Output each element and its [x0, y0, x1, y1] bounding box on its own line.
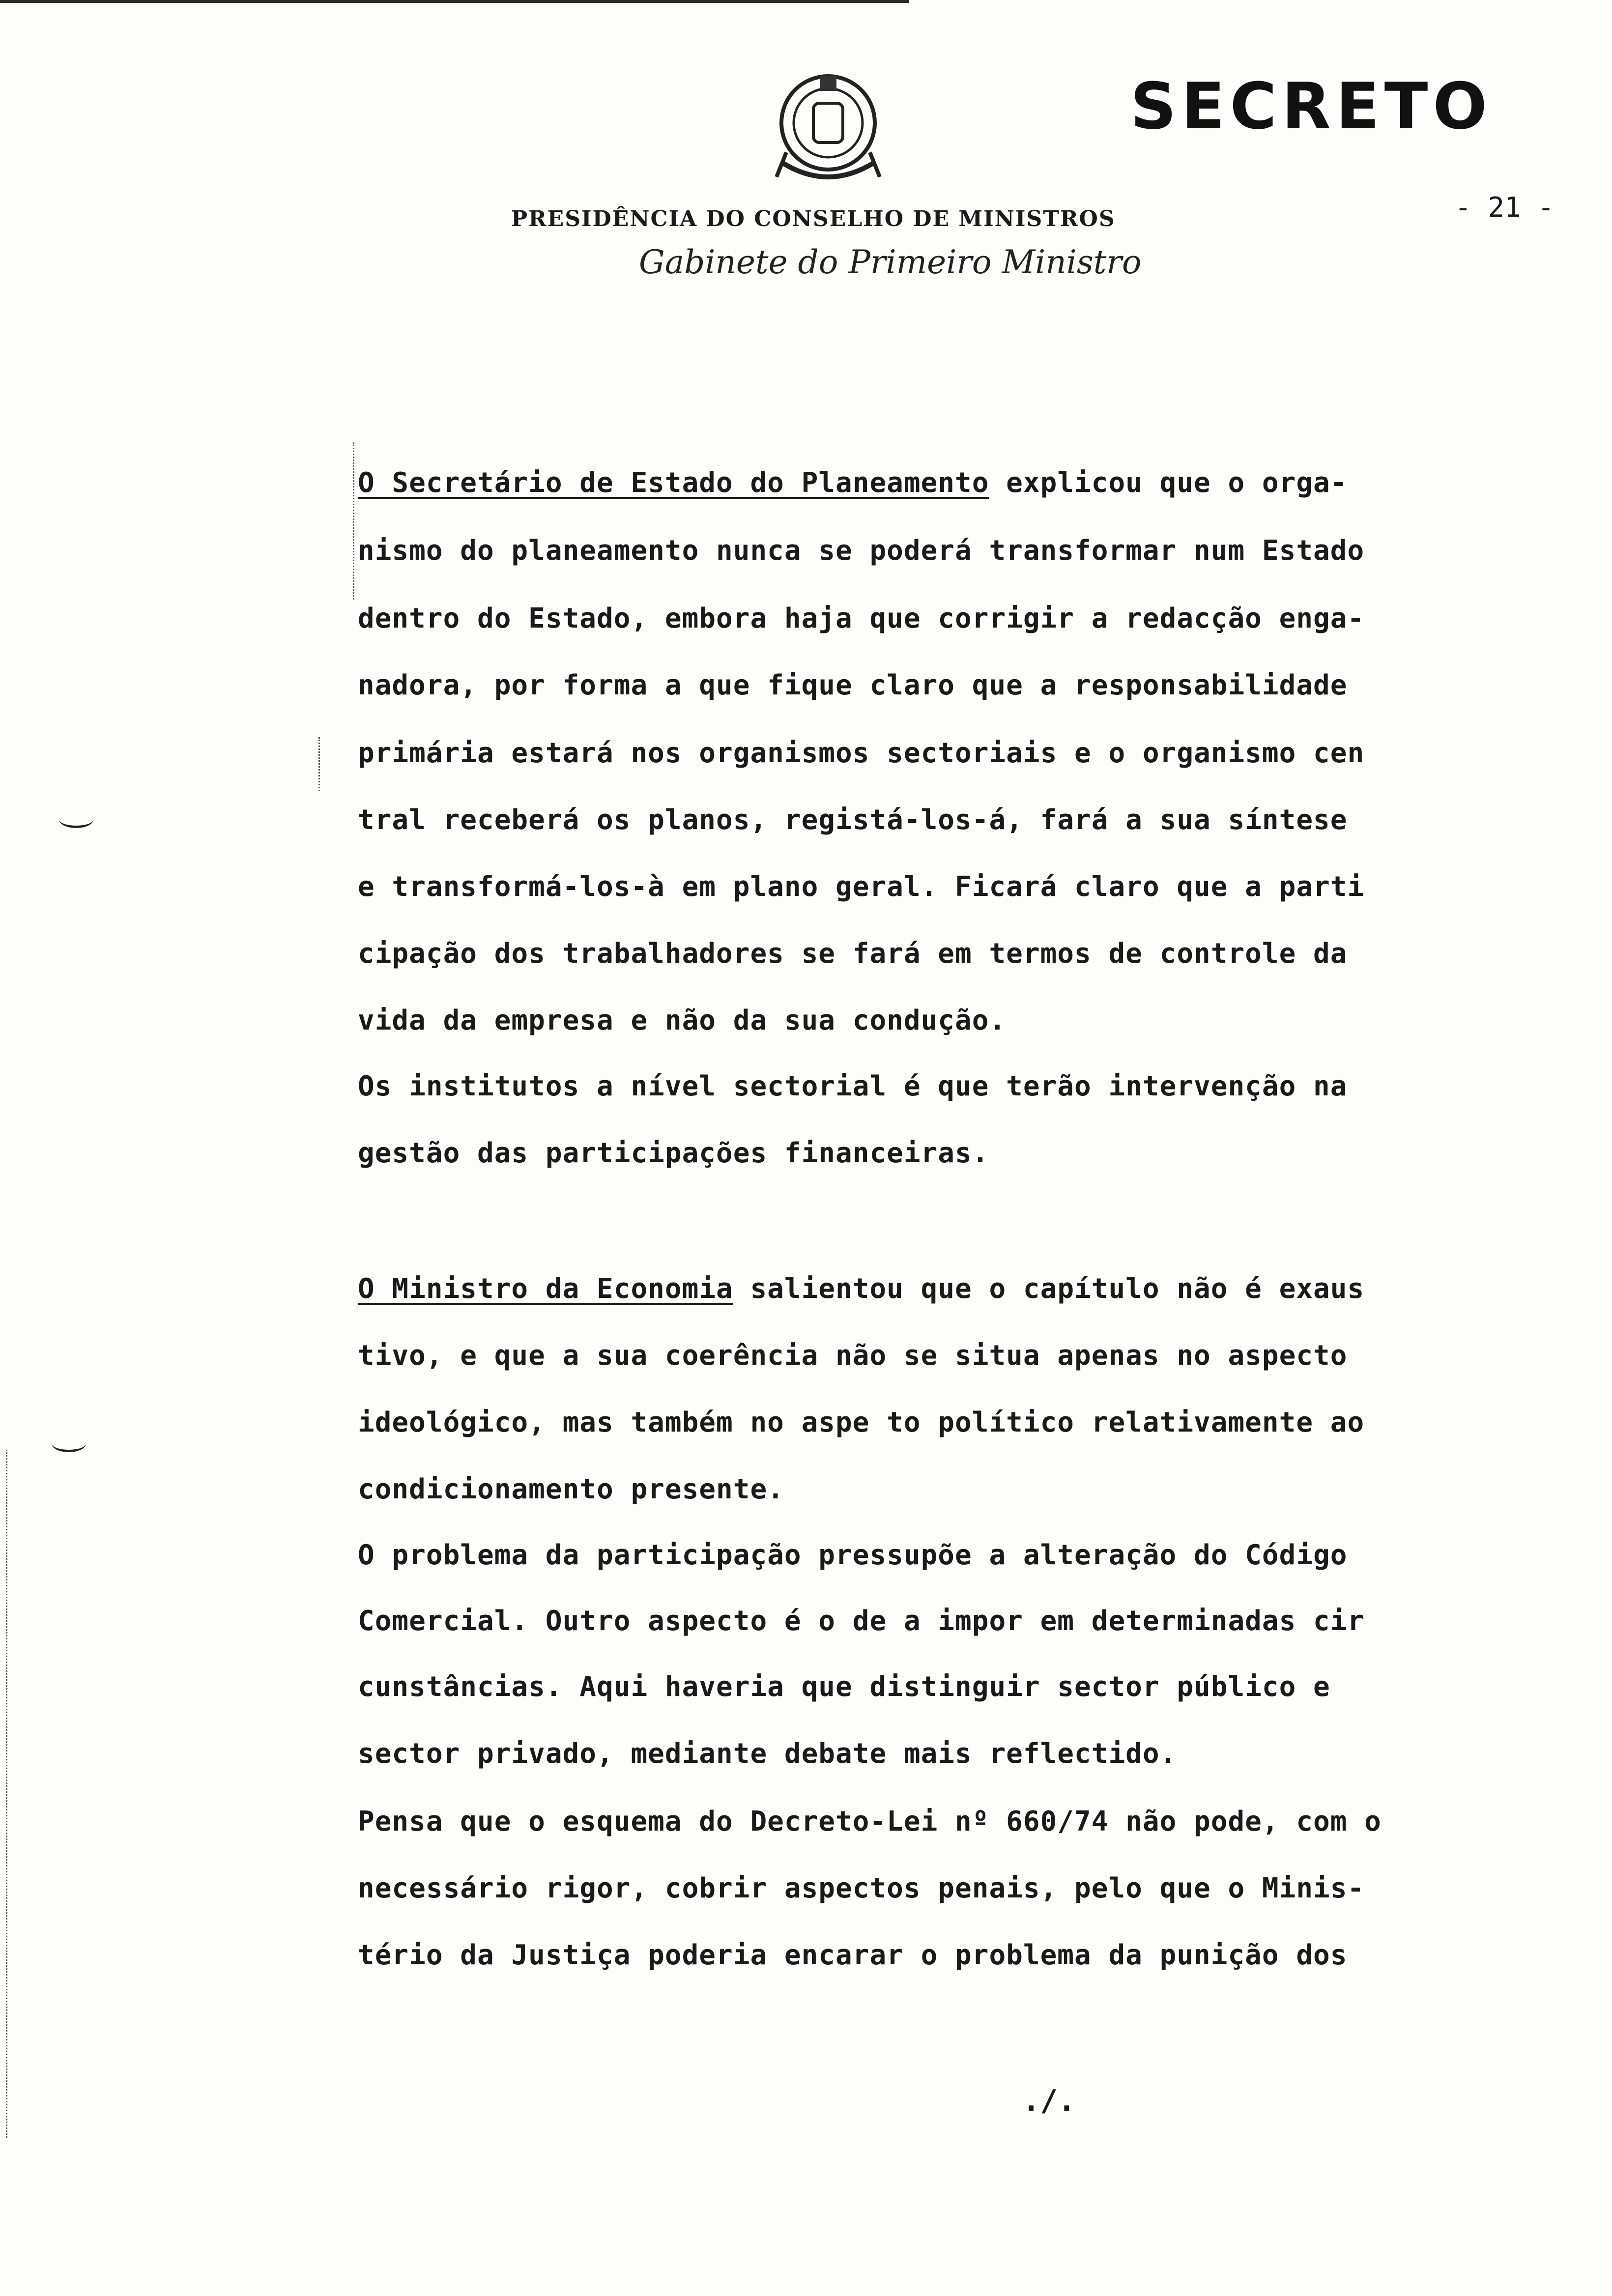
text-line: tério da Justiça poderia encarar o problema da punição dos	[358, 1939, 1348, 1971]
text-line: nismo do planeamento nunca se poderá transformar num Estado	[358, 535, 1365, 567]
text-line: Pensa que o esquema do Decreto-Lei nº 660/74 não pode, com o	[358, 1806, 1382, 1837]
margin-line	[318, 737, 320, 791]
text-line: O Secretário de Estado do Planeamento explicou que o orga-	[358, 467, 1348, 499]
page-number: - 21 -	[1455, 192, 1554, 224]
text-line: condicionamento presente.	[358, 1473, 784, 1505]
text-line: Os institutos a nível sectorial é que terão intervenção na	[358, 1070, 1348, 1102]
text-line: O problema da participação pressupõe a alteração do Código	[358, 1539, 1348, 1571]
text-line: ideológico, mas também no aspe to político relativamente ao	[358, 1406, 1365, 1438]
text-line: cunstâncias. Aqui haveria que distinguir sector público e	[358, 1671, 1330, 1703]
text-line: gestão das participações financeiras.	[358, 1137, 989, 1169]
text-line: nadora, por forma a que fique claro que a responsabilidade	[358, 669, 1348, 701]
text-line: Comercial. Outro aspecto é o de a impor em determinadas cir	[358, 1605, 1365, 1637]
text-line: tral receberá os planos, registá-los-á, fará a sua síntese	[358, 804, 1348, 836]
speaker-name: O Ministro da Economia	[358, 1273, 733, 1305]
text-line: O Ministro da Economia salientou que o capítulo não é exaus	[358, 1273, 1365, 1305]
office-name: Gabinete do Primeiro Ministro	[639, 243, 1142, 281]
speaker-name: O Secretário de Estado do Planeamento	[358, 467, 989, 499]
continuation-mark: ./.	[1022, 2084, 1076, 2118]
text-line: necessário rigor, cobrir aspectos penais, pelo que o Minis-	[358, 1872, 1365, 1904]
margin-line	[6, 1450, 7, 2138]
top-border-line	[0, 0, 909, 3]
margin-mark	[52, 1435, 86, 1452]
text-line: vida da empresa e não da sua condução.	[358, 1004, 1007, 1036]
text-line: e transformá-los-à em plano geral. Ficará claro que a parti	[358, 871, 1365, 903]
text-line: sector privado, mediante debate mais reflectido.	[358, 1738, 1177, 1770]
text-line: cipação dos trabalhadores se fará em termos de controle da	[358, 938, 1348, 970]
text-line: primária estará nos organismos sectoriais e o organismo cen	[358, 737, 1365, 769]
text-line: tivo, e que a sua coerência não se situa apenas no aspecto	[358, 1340, 1348, 1372]
text-line: dentro do Estado, embora haja que corrigir a redacção enga-	[358, 603, 1365, 634]
margin-line	[353, 442, 354, 600]
coat-of-arms-icon	[767, 64, 890, 197]
institution-name: PRESIDÊNCIA DO CONSELHO DE MINISTROS	[511, 206, 1116, 231]
margin-mark	[59, 811, 93, 828]
classification-stamp: SECRETO	[1130, 69, 1492, 144]
